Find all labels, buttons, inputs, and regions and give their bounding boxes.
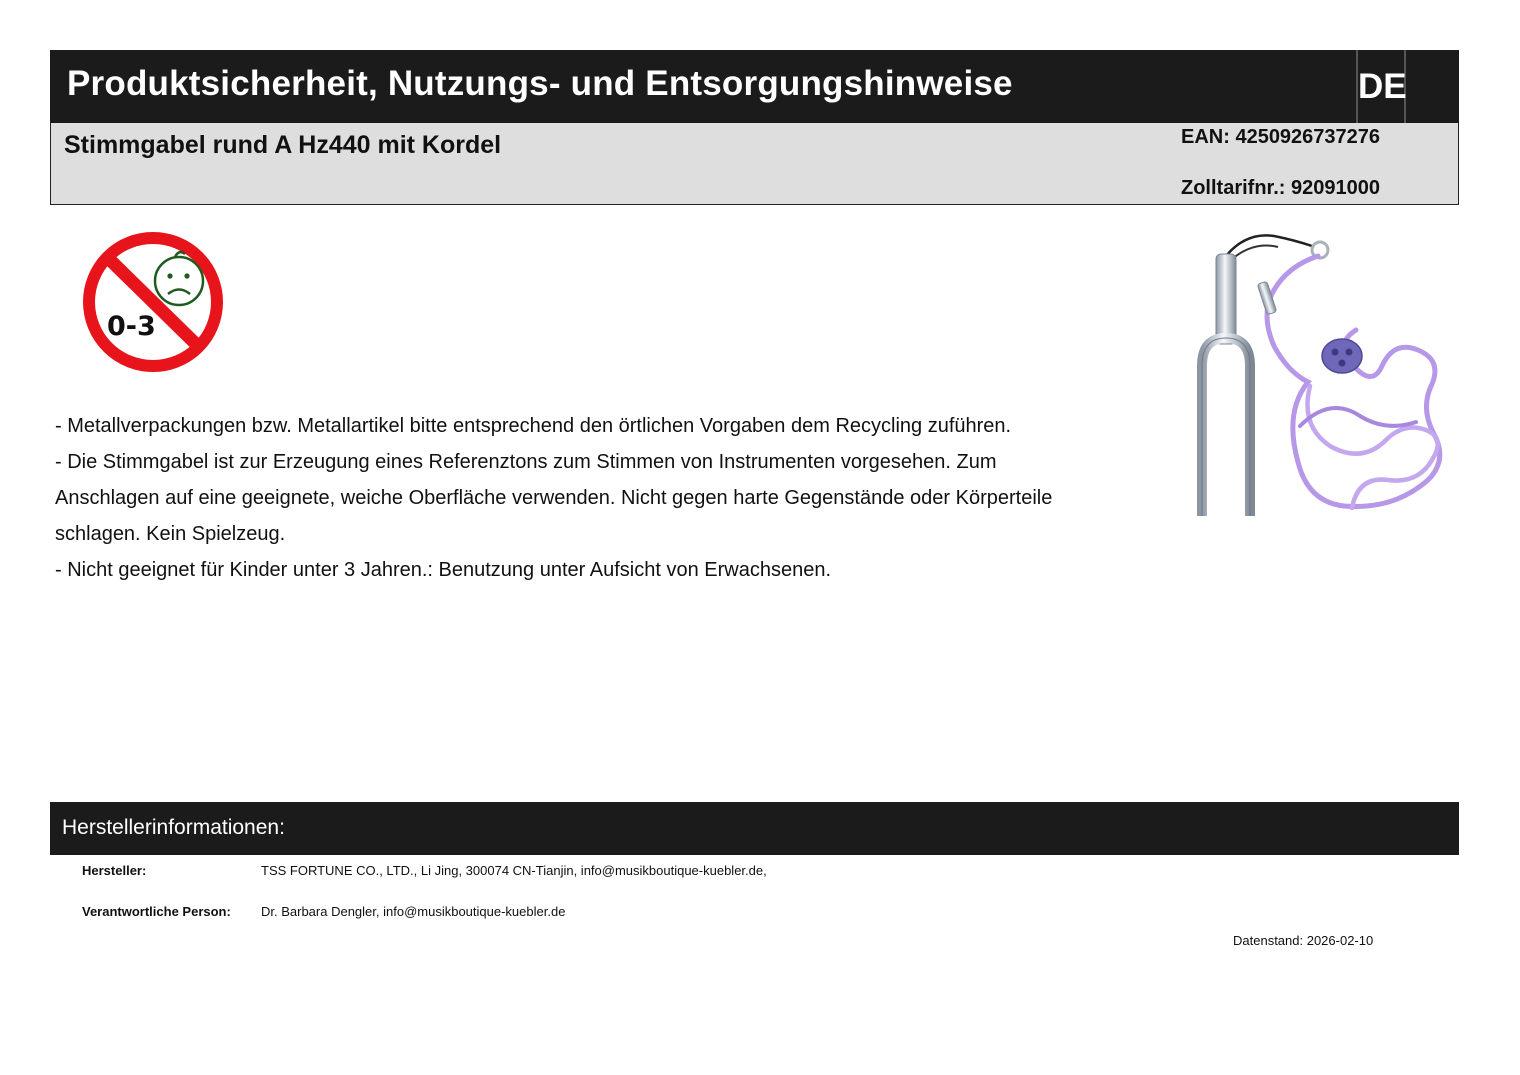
responsible-person-value: Dr. Barbara Dengler, info@musikboutique-kuebler.de [261,904,566,919]
data-date: Datenstand: 2026-02-10 [1233,933,1374,948]
page-title: Produktsicherheit, Nutzungs- und Entsorgungshinweise [67,64,1013,103]
header-bar [50,50,1459,123]
responsible-person-label: Verantwortliche Person: [82,904,231,919]
note-recycling: - Metallverpackungen bzw. Metallartikel bitte entsprechend den örtlichen Vorgaben dem Recycling zuführen. [55,415,1012,437]
manufacturer-value: TSS FORTUNE CO., LTD., Li Jing, 300074 CN-Tianjin, info@musikboutique-kuebler.de, [261,863,767,878]
note-usage: - Die Stimmgabel ist zur Erzeugung eines Referenztons zum Stimmen von Instrumenten vorgesehen. Zum Anschlagen auf eine geeignete, weiche Oberfläche verwenden. Nicht gegen harte Gegenstände oder Körperteile schlagen. Kein Spielzeug. [55,451,1053,545]
manufacturer-section-title: Herstellerinformationen: [62,816,285,839]
note-age-restriction: - Nicht geeignet für Kinder unter 3 Jahren.: Benutzung unter Aufsicht von Erwachsenen. [55,559,832,581]
safety-notes [55,408,1055,588]
age-range-label: 0-3 [107,311,156,342]
customs-tariff-number: Zolltarifnr.: 92091000 [1181,177,1380,199]
manufacturer-section-header [50,802,1459,855]
product-name: Stimmgabel rund A Hz440 mit Kordel [64,131,502,159]
language-badge: DE [1356,50,1406,123]
no-children-0-3-icon [78,228,228,376]
product-info-bar [50,123,1459,205]
tuning-fork-with-cord-photo [1180,226,1450,526]
ean-number: EAN: 4250926737276 [1181,126,1381,148]
manufacturer-label: Hersteller: [82,863,147,878]
